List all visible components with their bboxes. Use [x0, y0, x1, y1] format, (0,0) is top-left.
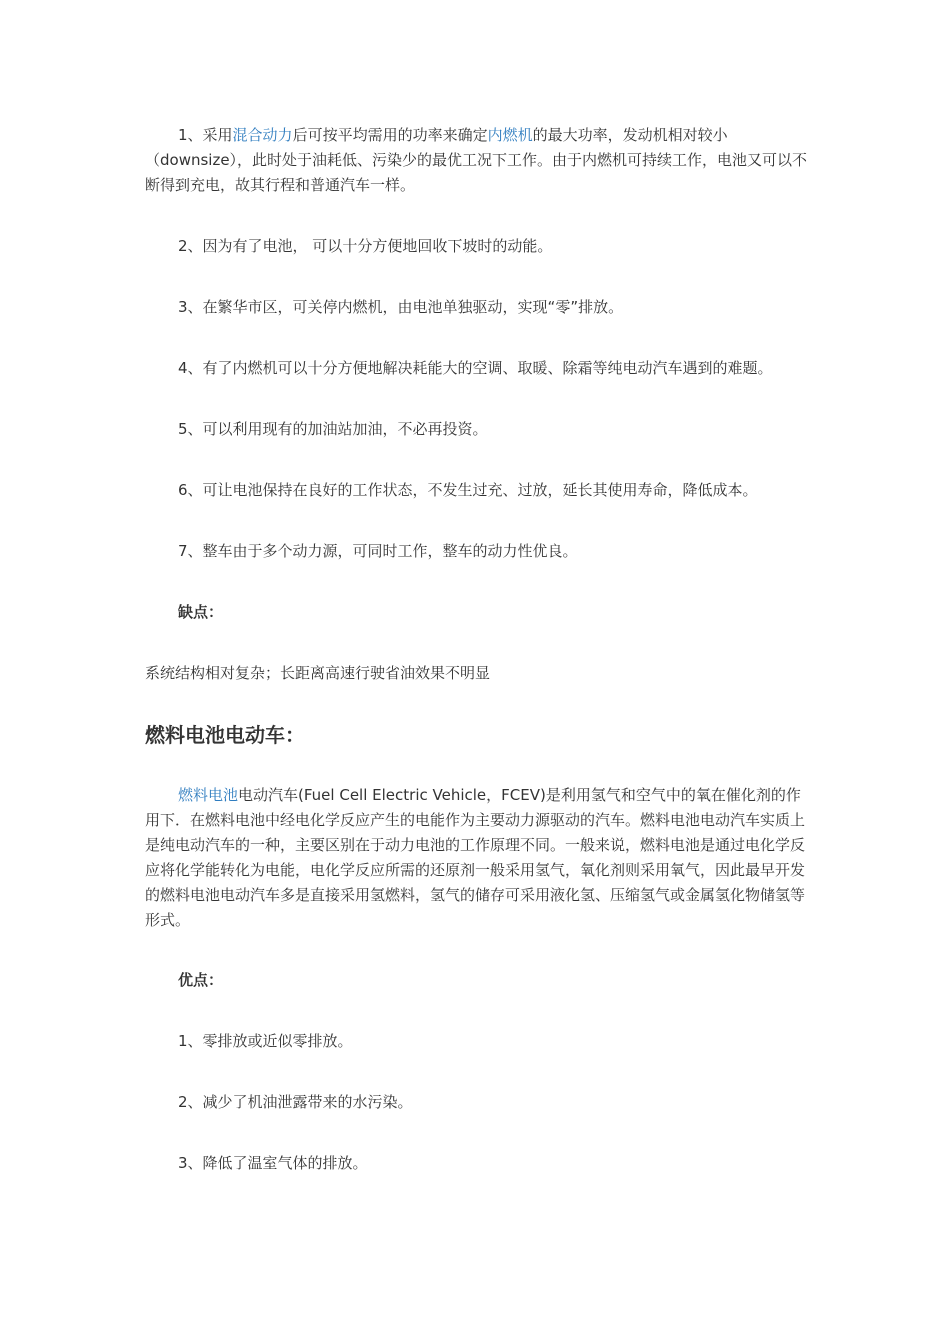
- disadvantages-label: 缺点：: [178, 603, 224, 621]
- fcev-heading: 燃料电池电动车：: [145, 723, 305, 747]
- hybrid-advantage-5: 5、可以利用现有的加油站加油，不必再投资。: [178, 420, 488, 438]
- hybrid-advantage-1: [145, 123, 810, 198]
- fcev-advantage-2: 2、减少了机油泄露带来的水污染。: [178, 1093, 413, 1111]
- fuel-cell-link[interactable]: 燃料电池: [178, 786, 239, 804]
- hybrid-advantage-2: 2、因为有了电池， 可以十分方便地回收下坡时的动能。: [178, 237, 553, 255]
- item-mid: 后可按平均需用的功率来确定: [292, 126, 488, 144]
- disadvantages-text: 系统结构相对复杂；长距离高速行驶省油效果不明显: [145, 664, 491, 682]
- item-prefix: 1、采用: [178, 126, 233, 144]
- hybrid-advantage-7: 7、整车由于多个动力源，可同时工作，整车的动力性优良。: [178, 542, 578, 560]
- fcev-advantage-3: 3、降低了温室气体的排放。: [178, 1154, 368, 1172]
- fcev-paragraph-text: 电动汽车(Fuel Cell Electric Vehicle，FCEV)是利用氢气和空气中的氧在催化剂的作用下．在燃料电池中经电化学反应产生的电能作为主要动力源驱动的汽车。燃料电池电动汽车实质上是纯电动汽车的一种，主要区别在于动力电池的工作原理不同。一般来说，燃料电池是通过电化学反应将化学能转化为电能，电化学反应所需的还原剂一般采用氢气，氧化剂则采用氧气，因此最早开发的燃料电池电动汽车多是直接采用氢燃料，氢气的储存可采用液化氢、压缩氢气或金属氢化物储氢等形式。: [145, 786, 806, 929]
- hybrid-advantage-6: 6、可让电池保持在良好的工作状态，不发生过充、过放，延长其使用寿命，降低成本。: [178, 481, 758, 499]
- internal-combustion-engine-link[interactable]: 内燃机: [487, 126, 533, 144]
- item-suffix: 的最大功率，发动机相对较小（downsize），此时处于油耗低、污染少的最优工况下工作。由于内燃机可持续工作，电池又可以不断得到充电，故其行程和普通汽车一样。: [145, 126, 808, 194]
- fcev-paragraph: [145, 783, 813, 933]
- hybrid-advantage-3: 3、在繁华市区，可关停内燃机，由电池单独驱动，实现“零”排放。: [178, 298, 624, 316]
- fcev-advantage-1: 1、零排放或近似零排放。: [178, 1032, 353, 1050]
- hybrid-power-link[interactable]: 混合动力: [232, 126, 293, 144]
- hybrid-advantage-4: 4、有了内燃机可以十分方便地解决耗能大的空调、取暖、除霜等纯电动汽车遇到的难题。: [178, 359, 773, 377]
- advantages-label: 优点：: [178, 971, 224, 989]
